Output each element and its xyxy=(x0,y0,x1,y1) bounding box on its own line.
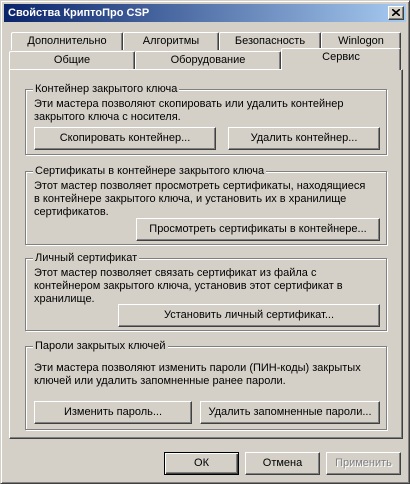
group-title: Сертификаты в контейнере закрытого ключа xyxy=(35,165,265,177)
tab-label: Сервис xyxy=(322,51,360,63)
delete-saved-passwords-button[interactable] xyxy=(200,401,380,424)
group-private-key-container xyxy=(25,83,387,155)
tab-label: Алгоритмы xyxy=(142,35,200,47)
button-label: ОК xyxy=(194,457,209,469)
copy-container-button[interactable] xyxy=(34,127,216,150)
tab-hardware[interactable] xyxy=(135,51,281,69)
close-button[interactable] xyxy=(388,6,404,20)
install-personal-certificate-button[interactable] xyxy=(118,304,380,327)
button-label: Установить личный сертификат... xyxy=(163,309,335,321)
title-bar[interactable] xyxy=(4,4,406,22)
view-certificates-button[interactable] xyxy=(136,218,380,241)
button-label: Изменить пароль... xyxy=(63,406,163,418)
button-label: Отмена xyxy=(262,457,303,469)
tab-service[interactable] xyxy=(281,48,401,70)
tab-label: Безопасность xyxy=(234,35,306,47)
group-description: Этот мастер позволяет связать сертификат из файла с контейнером закрытого ключа, установив этот сертификат в хранилище. xyxy=(34,267,343,305)
tab-label: Оборудование xyxy=(170,54,246,66)
button-label: Применить xyxy=(335,457,392,469)
cancel-button[interactable] xyxy=(245,452,320,475)
tab-label: Дополнительно xyxy=(27,35,107,47)
group-description: Эти мастера позволяют скопировать или удалить контейнер закрытого ключа с носителя. xyxy=(34,98,344,123)
button-label: Просмотреть сертификаты в контейнере... xyxy=(149,223,367,235)
group-private-key-passwords xyxy=(25,340,387,430)
button-label: Скопировать контейнер... xyxy=(59,132,191,144)
tab-additional[interactable] xyxy=(11,32,123,50)
group-title: Пароли закрытых ключей xyxy=(35,340,166,352)
delete-container-button[interactable] xyxy=(228,127,380,150)
button-label: Удалить запомненные пароли... xyxy=(208,406,372,418)
group-description: Этот мастер позволяет просмотреть сертификаты, находящиеся в контейнере закрытого ключа, и установить их в хранилище сертификатов. xyxy=(34,180,366,218)
group-container-certificates xyxy=(25,165,387,245)
ok-button[interactable] xyxy=(164,452,239,475)
group-title: Контейнер закрытого ключа xyxy=(35,83,178,95)
button-label: Удалить контейнер... xyxy=(250,132,358,144)
tab-algorithms[interactable] xyxy=(123,32,219,50)
tab-general[interactable] xyxy=(9,51,135,69)
group-personal-certificate xyxy=(25,252,387,331)
group-description: Эти мастера позволяют изменить пароли (ПИН-коды) закрытых ключей или удалить запомненные ранее пароли. xyxy=(34,362,361,387)
tab-label: Winlogon xyxy=(338,35,384,47)
close-icon xyxy=(392,9,400,16)
change-password-button[interactable] xyxy=(34,401,192,424)
apply-button[interactable] xyxy=(326,452,401,475)
group-title: Личный сертификат xyxy=(35,252,138,264)
tab-label: Общие xyxy=(53,54,91,66)
window-title: Свойства КриптоПро CSP xyxy=(8,7,150,19)
